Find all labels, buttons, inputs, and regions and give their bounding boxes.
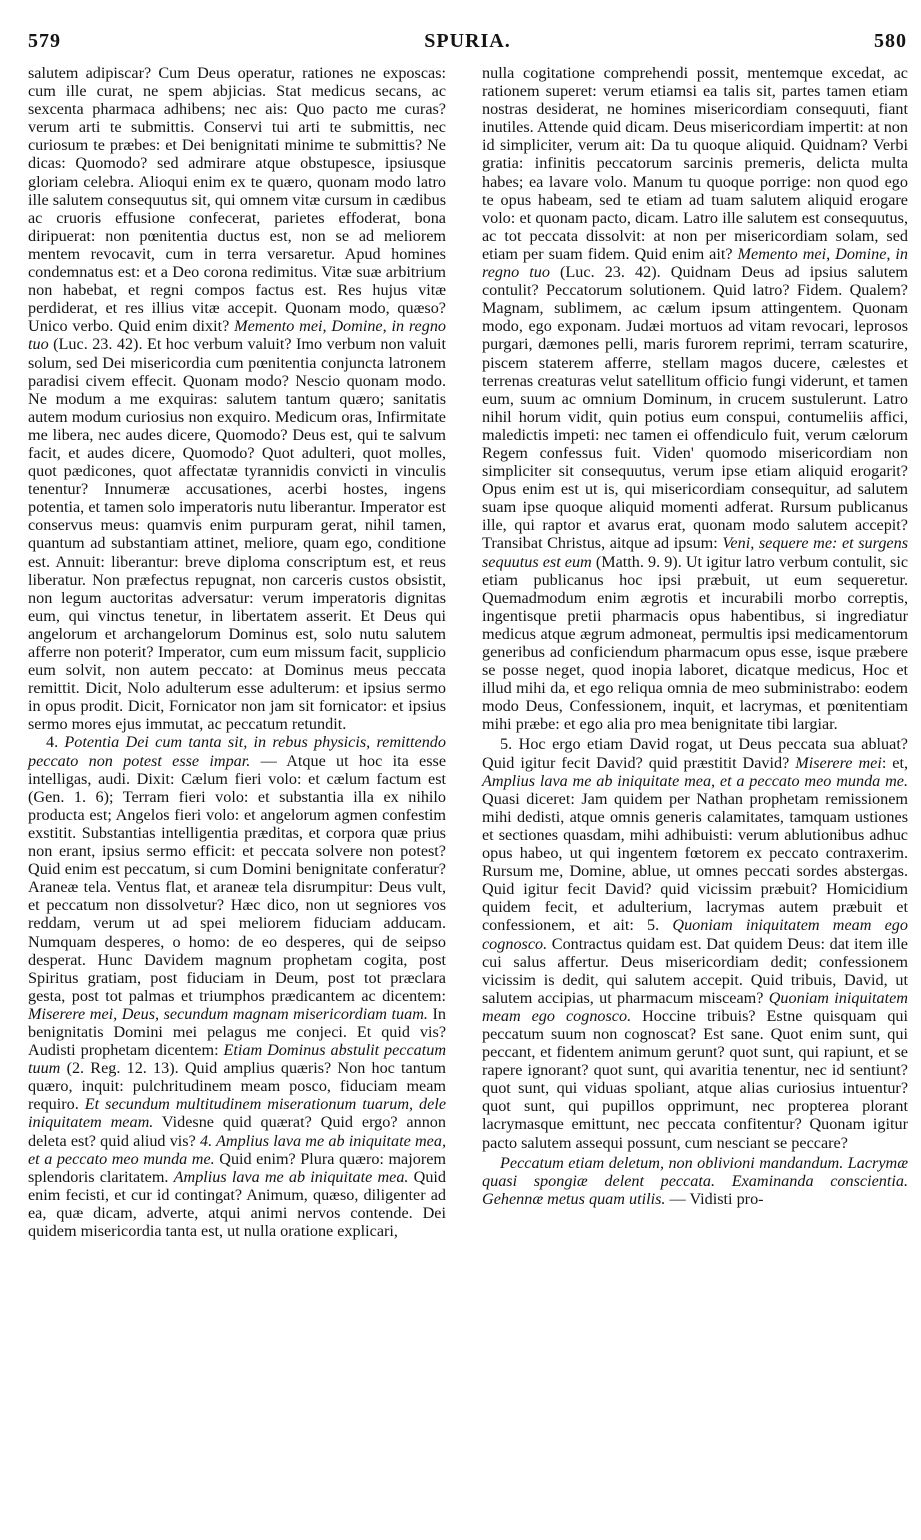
left-paragraph-2 — [28, 733, 446, 1240]
text-run: Quid enim? Plura quæro: majorem splendoris claritatem. — [28, 1149, 446, 1186]
scripture-quote: Amplius lava me ab iniquitate mea. — [173, 1167, 409, 1186]
scripture-reference: (Luc. 23. 42). — [53, 335, 143, 354]
text-run: : et, — [881, 753, 908, 772]
section-number: 4. — [46, 733, 59, 752]
scripture-quote: Memento mei, Domine, in regno tuo — [28, 317, 447, 354]
right-paragraph-1 — [482, 64, 908, 733]
section-heading: Peccatum etiam deletum, non oblivioni mandandum. Lacrymæ quasi spongiæ delent peccata. Examinanda conscientia. Gehennæ metus quam utilis. — [482, 1153, 908, 1208]
text-run: nulla cogitatione comprehendi possit, mentemque excedat, ac rationem superet: verum etiamsi ea talis sit, partes tamen etiam nostras desiderat, ne homines misericordiam consequuti, fiant inutiles. Attende quid dicam. Deus misericordiam impertit: at non id simpliciter, verum ait: Da tu quoque aliquid. Quidnam? Verbi gratia: infinitis peccatorum sarcinis premeris, delicta multa habes; ea lavare volo. Manum tu quoque porrige: non quod ego te opus habeam, sed te etiam ad tuam salutem aliquid erogare volo: et quonam pacto, dicam. Latro ille salutem est consequutus, ac tot peccata dissolvit: at non per misericordiam solam, sed etiam per suam fidem. Quid enim ait? — [482, 64, 908, 263]
scripture-reference: (Matth. 9. 9). — [595, 552, 682, 571]
scripture-quote: Et secundum multitudinem miserationum tuarum, dele iniquitatem meam. — [28, 1095, 447, 1132]
page-number-left: 579 — [28, 30, 61, 52]
scripture-quote: Memento mei, Domine, in regno tuo — [482, 244, 908, 282]
scripture-quote: Quoniam iniquitatem meam ego cognosco. — [482, 988, 908, 1025]
scripture-quote: Veni, sequere me: et surgens sequutus est eum — [482, 534, 908, 571]
text-run: Quid enim fecisti, et cur id contingat? Animum, quæso, diligenter ad ea, quæ dicam, adverte, atqui animi nervos contende. Dei quidem misericordia tanta est, ut nulla oratione explicari, — [28, 1167, 446, 1240]
text-run: — Vidisti pro- — [669, 1189, 764, 1208]
left-column — [28, 64, 446, 1240]
text-run: Quasi diceret: Jam quidem per Nathan prophetam remissionem mihi dedisti, atque omnis generis calamitates, tamquam ustiones et sectiones quasdam, mihi adhibuisti: verum ablutionibus adhuc opus habeo, ut qui ingentem fœtorem ex peccato contraxerim. Rursum me, Domine, ablue, ut omnes peccati sordes abstergas. Quid igitur fecit David? quid vicissim præbuit? Homicidium quidem fecit, et adulterium, lacrymas autem præbuit et confessionem, et ait: 5. — [482, 789, 908, 935]
right-column — [482, 64, 908, 1208]
text-run: Et hoc verbum valuit? Imo verbum non valuit solum, sed Dei misericordia cum pœnitentia conjuncta latronem paradisi civem effecit. Quonam modo? Nescio quonam modo. Ne modum a me exquiras: salutem tantum quæro; sanitatis autem modum curiosius non exquiro. Medicum oras, Infirmitate me libera, nec audes dicere, Quomodo? Deus est, qui te salvum facit, et audes dicere, Quomodo? Quot adulteri, quot molles, quot pædicones, quot affectatæ tyrannidis convicti in vinculis tenentur? Innumeræ accusationes, acerbi hostes, ingens potentia, et tamen solo imperatoris nutu liberantur. Imperator est conservus meus: quamvis enim purpuram gerat, nihil tamen, quantum ad substantiam attinet, meliore, quam ego, conditione est. Annuit: liberantur: breve diploma conscriptum est, et reus liberatur. Non præfectus repugnat, non carceris custos obsistit, non legum auctoritas adversatur: verum imperatoris dignitas eum, qui vinctus tenetur, in libertatem asserit. Et Deus qui angelorum et archangelorum Dominus est, solo nutu salutem afferre non poterit? Imperator, cum eum missum facit, supplicio eum solvit, non autem peccato: at Dominus meus peccata remittit. Dicit, Nolo adulterum esse adulterum: et ipsius sermo in opus prodit. Dicit, Fornicator non jam sit fornicator: et ipsius sermo mores ejus immutat, ac peccatum retundit. — [28, 335, 446, 734]
scripture-quote: 4. Amplius lava me ab iniquitate mea, et a peccato meo munda me. — [28, 1131, 446, 1168]
text-run: Quidnam Deus ad ipsius salutem contulit? Peccatorum solutionem. Quid latro? Fidem. Qualem? Magnam, sublimem, ac cælum ipsum attingentem. Quonam modo, ego exponam. Judæi mortuos ad vitam revocari, leprosos purgari, dæmones pelli, maris furorem reprimi, terram scaturire, piscem staterem afferre, stellam magos ducere, cælestes et terrenas creaturas velut satellitum officio fungi viderunt, et tamen eum, suum ac omnium Dominum, in crucem sustulerunt. Latro nihil horum vidit, quin potius eum conspui, contumeliis affici, maledictis impeti: nec tamen ei offendiculo fuit, verum cælorum Regem confessus fuit. Viden' quomodo misericordiam non simpliciter sit consequutus, verum ipse etiam aliquid erogarit? Opus enim est ut is, qui misericordiam consequitur, ad salutem suam ipse quoque aliquid momenti adferat. Rursum publicanus ille, qui raptor et avarus erat, quonam modo salutem accepit? Transibat Christus, aitque ad ipsum: — [482, 263, 909, 553]
scripture-quote: Quoniam iniquitatem meam ego cognosco. — [482, 916, 908, 953]
running-title: SPURIA. — [424, 30, 511, 52]
scripture-quote: Etiam Dominus abstulit peccatum tuum — [28, 1041, 447, 1078]
section-heading: Potentia Dei cum tanta sit, in rebus physicis, remittendo peccato non potest esse impar. — [28, 733, 446, 770]
text-run: — Atque ut hoc ita esse intelligas, audi. Dixit: Cælum fieri volo: et cælum factum est (Gen. 1. 6); Terram fieri volo: et substantia illa ex nihilo producta est; Angelos fieri volo: et angelorum agmen confestim exstitit. Substantias intelligentia præditas, et corpora quæ prius non erant, ipsius sermo efficit: et peccata solvere non potest? Quid enim est peccatum, si cum Domini benignitate conferatur? Araneæ tela. Ventus flat, et araneæ tela disrumpitur: Deus vult, et peccatum non dissolvetur? Hæc dico, non ut segniores vos reddam, verum ut ad spei meliorem fiduciam adducam. Numquam desperes, o homo: de eo desperes, qui de seipso desperat. Hunc Davidem magnum prophetam cogita, post Spiritus gratiam, post fiduciam in Deum, post tot præclara gesta, post tot palmas et triumphos prædicantem ac dicentem: — [28, 751, 447, 1005]
text-run: Ut igitur latro verbum contulit, sic etiam publicanus hoc ipsi præbuit, ut eum sequeretur. Quemadmodum enim ægrotis et incurabili morbo correptis, ingentisque pretii pharmacis opus habentibus, si ingrediatur medicus atque ægrum admoneat, permultis ipsi medicamentorum generibus ad conficiendum pharmacum opus esse, isque præbere se posse neget, quod inopia laboret, dicatque medicus, Hoc et illud mihi da, et ego reliqua omnia de meo subministrabo: eodem modo Deus, Confessionem, inquit, et lacrymas, et pœnitentiam mihi præbe: et ego alia pro mea benignitate tibi largiar. — [482, 552, 909, 734]
scripture-quote: Miserere mei — [795, 753, 882, 772]
text-run: salutem adipiscar? Cum Deus operatur, rationes ne exposcas: cum ille curat, ne spem abjicias. Stat medicus secans, ac sexcenta pharmaca adhibens; nec ais: Quo pacto me curas? verum arti te submittis. Conservi tui arti te submittis, nec curiosum te præbes: et Dei benignitati minime te submittis? Ne dicas: Quomodo? sed admirare atque obstupesce, ipsiusque gloriam celebra. Alioqui enim ex te quæro, quonam modo latro ille salutem consequutus sit, qui omnem vitæ cursum in cædibus ac cruoris effusione confecerat, parietes effoderat, bona diripuerat: non pœnitentia ductus est, non se ad meliorem mentem revocavit, cum in terra versaretur. Apud homines condemnatus est: et a Deo corona redimitus. Vitæ suæ arbitrium non habebat, et regni compos factus est. Res hujus vitæ perdiderat, et res illius vitæ accepit. Quonam modo, quæso? Unico verbo. Quid enim dixit? — [28, 64, 446, 336]
text-run: (2. Reg. 12. 13). Quid amplius quæris? Non hoc tantum quæro, inquit: pulchritudinem meam posco, fiduciam meam requiro. — [28, 1059, 447, 1114]
scripture-reference: (Luc. 23. 42). — [560, 263, 661, 282]
right-paragraph-3 — [482, 1154, 908, 1208]
page-number-right: 580 — [873, 30, 907, 52]
text-run: Contractus quidam est. Dat quidem Deus: dat item ille cui salus affertur. Deus misericordiam dedit; confessionem vicissim is dedit, qui salutem accepit. Quid tribuis, David, ut salutem accipias, ut pharmacum misceam? — [482, 934, 908, 1007]
left-paragraph-1 — [28, 64, 446, 733]
text-run: Videsne quid quærat? Quid ergo? annon deleta est? quid aliud vis? — [28, 1113, 446, 1150]
text-run: Hoccine tribuis? Estne quisquam qui peccatum suum non cognoscat? Est sane. Quot enim sunt, qui peccant, et fidentem animum gerunt? quot sunt, qui rapiunt, et se rapere ignorant? quot sunt, qui avaritia tenentur, nec id sentiunt? quot sunt, qui viduas spoliant, atque alias curiosius intuentur? quot sunt, qui pupillos opprimunt, nec propterea plorant lacrymasque emittunt, nec peccata confitentur? Quonam igitur pacto salutem assequi possunt, cum nesciant se peccare? — [482, 1006, 909, 1152]
right-paragraph-2 — [482, 735, 908, 1151]
text-run: In benignitatis Domini mei pelagus me conjeci. Et quid vis? Audisti prophetam dicentem: — [28, 1004, 446, 1060]
text-run: 5. Hoc ergo etiam David rogat, ut Deus peccata sua abluat? Quid igitur fecit David? quid præstitit David? — [482, 735, 908, 772]
scripture-quote: Amplius lava me ab iniquitate mea, et a peccato meo munda me. — [482, 771, 908, 790]
scripture-quote: Miserere mei, Deus, secundum magnam misericordiam tuam. — [28, 1004, 428, 1023]
page-header — [28, 30, 907, 58]
